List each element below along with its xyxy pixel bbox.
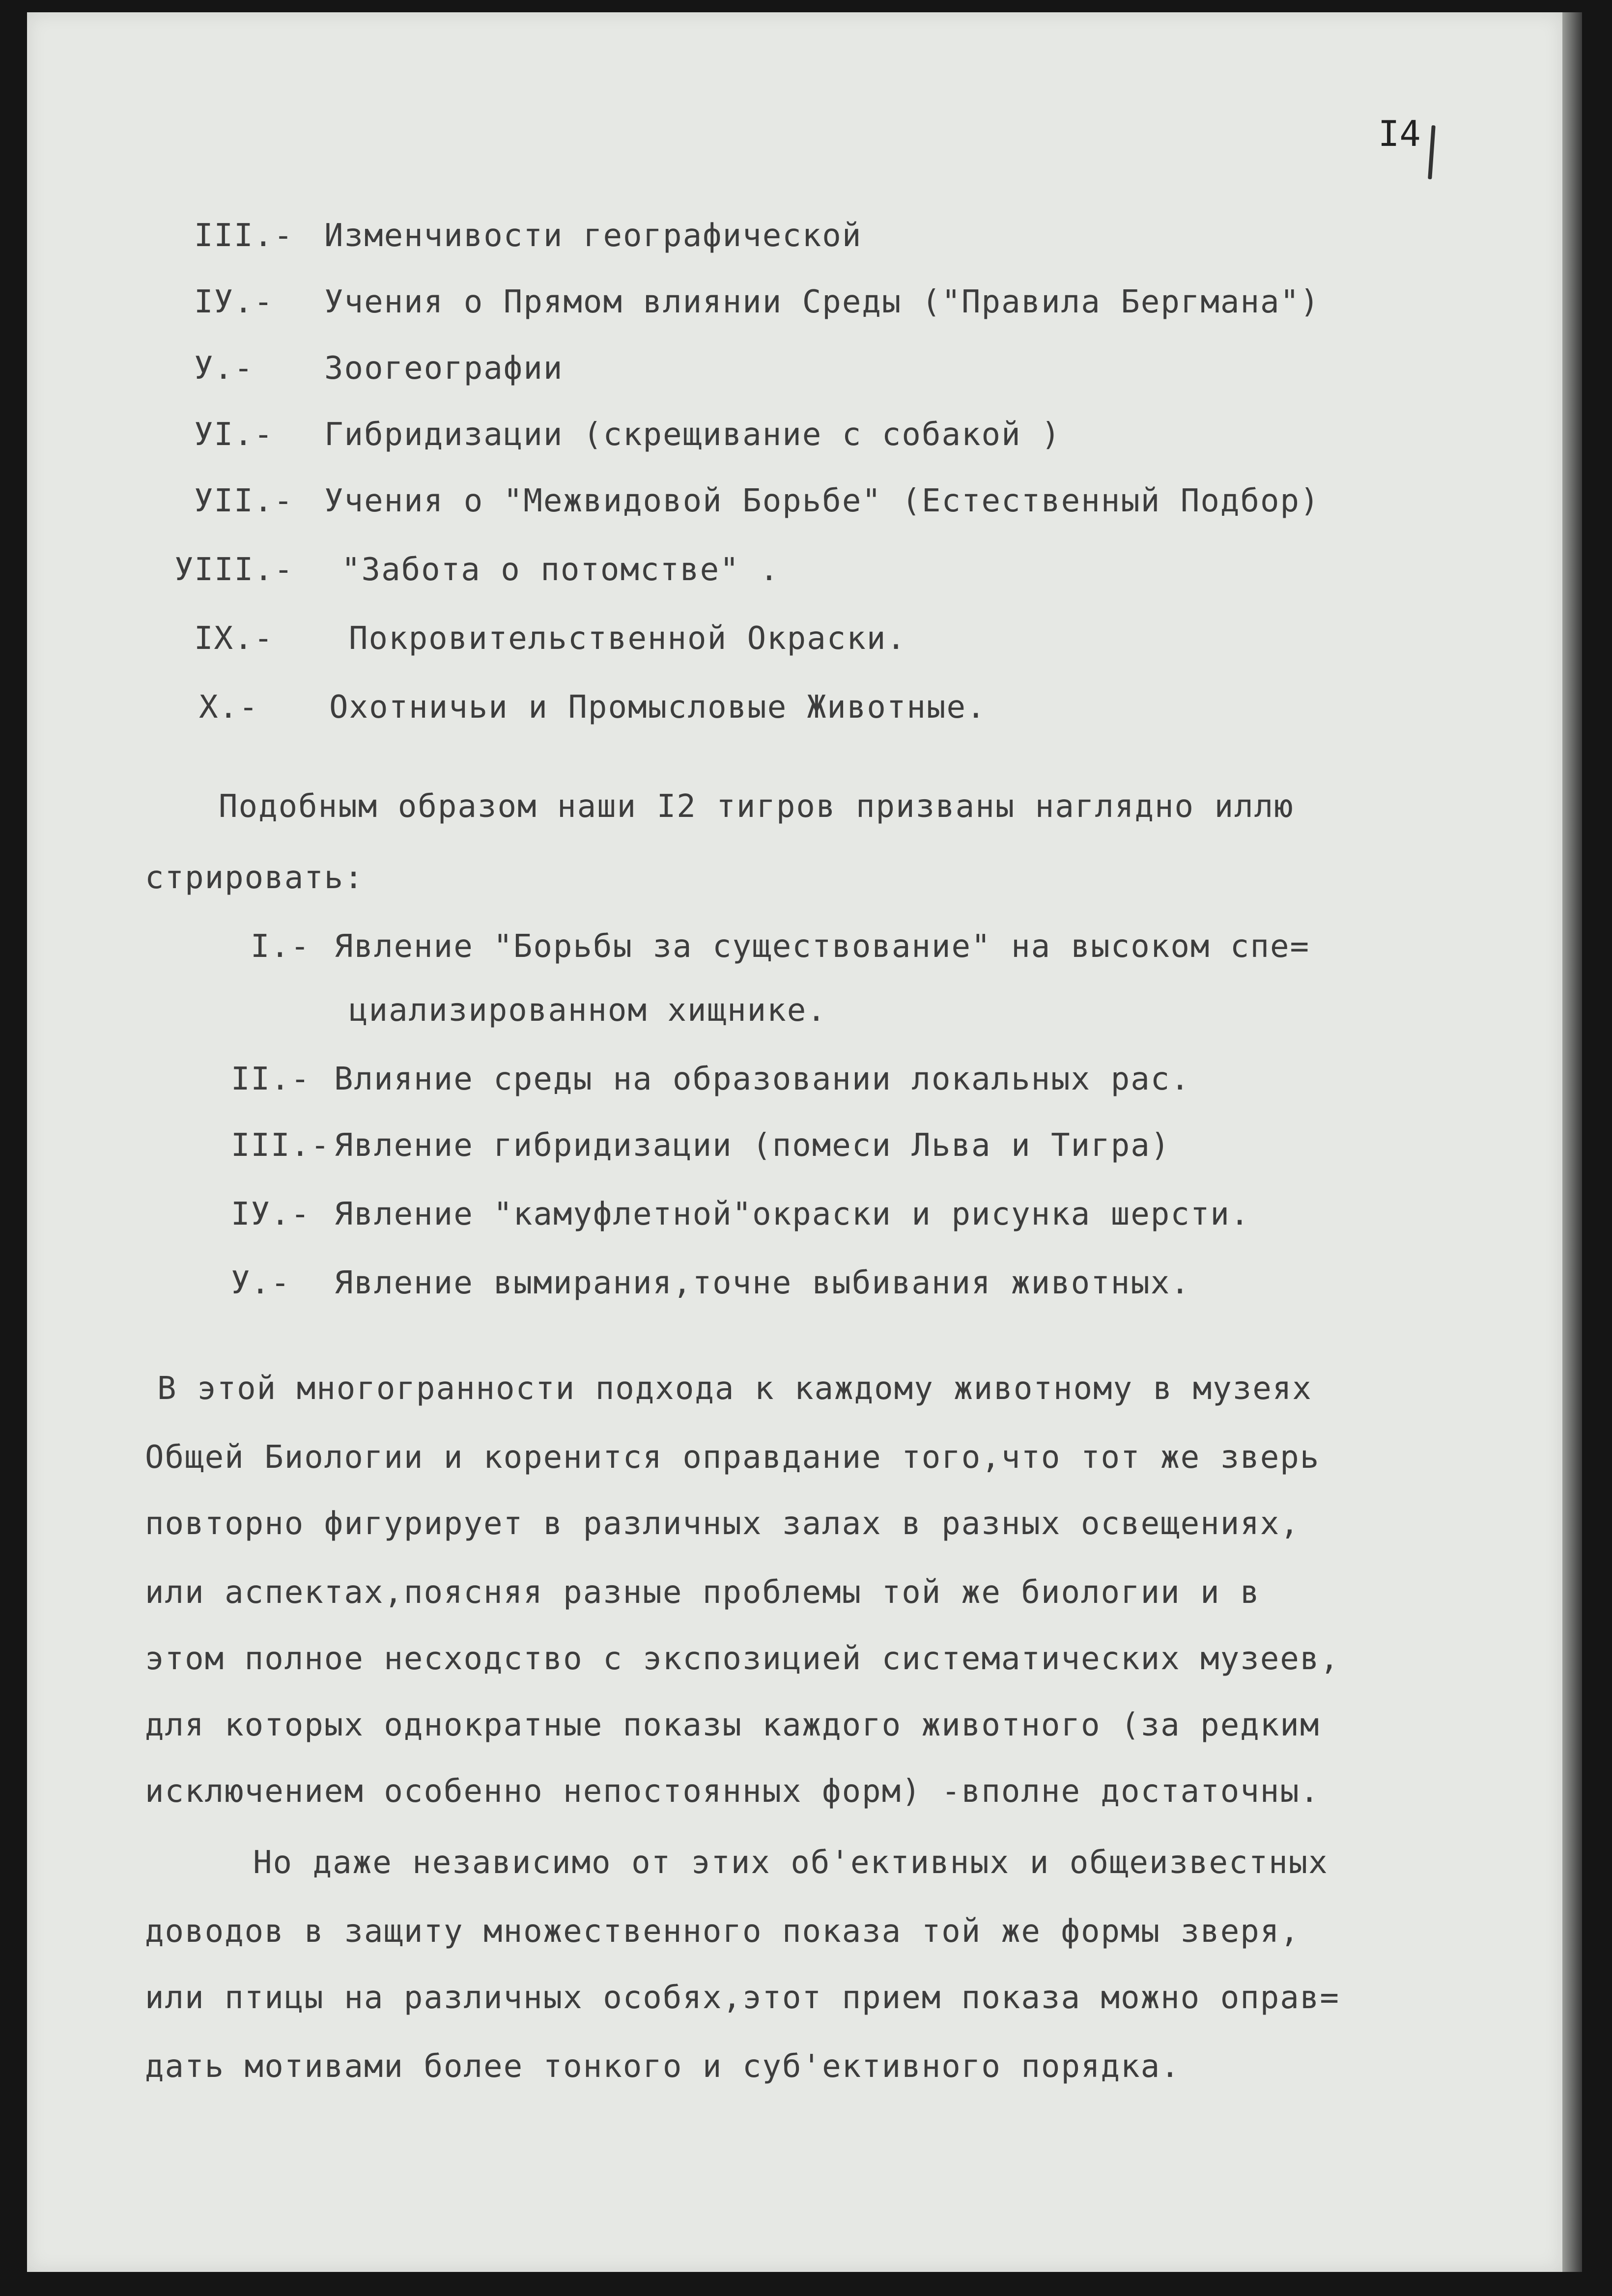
page-edge [1562, 12, 1582, 2272]
list2-text: Явление гибридизации (помеси Льва и Тигра) [334, 1127, 1171, 1164]
list1-num: IХ.- [194, 620, 274, 657]
intro-line: стрировать: [145, 860, 364, 896]
list2-text: Явление "Борьбы за существование" на высоком спе= [334, 928, 1310, 965]
paragraph-line: этом полное несходство с экспозицией систематических музеев, [145, 1641, 1340, 1677]
paragraph-line: Общей Биологии и коренится оправдание того,что тот же зверь [145, 1439, 1320, 1476]
list2-text-cont: циализированном хищнике. [349, 992, 827, 1029]
list1-text: Охотничьи и Промысловые Животные. [329, 689, 987, 726]
list1-num: IУ.- [194, 284, 274, 320]
list2-num: I.- [251, 928, 311, 965]
list2-num: II.- [231, 1061, 311, 1097]
paragraph-line: повторно фигурирует в различных залах в разных освещениях, [145, 1506, 1300, 1542]
paragraph-line: или аспектах,поясняя разные проблемы той же биологии и в [145, 1574, 1260, 1611]
list2-num: IУ.- [231, 1196, 311, 1232]
paragraph-line: В этой многогранности подхода к каждому животному в музеях [157, 1371, 1312, 1407]
list1-text: Изменчивости географической [324, 218, 862, 254]
list2-text: Явление "камуфлетной"окраски и рисунка шерсти. [334, 1196, 1250, 1232]
intro-line: Подобным образом наши I2 тигров призваны наглядно иллю [219, 788, 1294, 825]
list1-num: Х.- [199, 689, 259, 726]
list1-num: III.- [194, 218, 294, 254]
list1-text: Покровительственной Окраски. [349, 620, 906, 657]
list2-num: У.- [231, 1265, 291, 1301]
list1-text: Учения о Прямом влиянии Среды ("Правила Бергмана") [324, 284, 1320, 320]
list1-num: УI.- [194, 417, 274, 453]
list1-text: Гибридизации (скрещивание с собакой ) [324, 417, 1061, 453]
list1-num: УIII.- [174, 552, 294, 588]
list2-text: Явление вымирания,точне выбивания животных. [334, 1265, 1190, 1301]
list2-num: III.- [231, 1127, 331, 1164]
list1-text: Зоогеографии [324, 350, 564, 387]
list1-num: У.- [194, 350, 254, 387]
list1-num: УII.- [194, 483, 294, 519]
paragraph-line: для которых однократные показы каждого животного (за редким [145, 1707, 1320, 1743]
list1-text: "Забота о потомстве" . [341, 552, 780, 588]
paragraph-line: исключением особенно непостоянных форм) -вполне достаточны. [145, 1773, 1320, 1810]
list1-text: Учения о "Межвидовой Борьбе" (Естественный Подбор) [324, 483, 1320, 519]
page-number: I4 [1378, 113, 1421, 154]
paragraph-line: или птицы на различных особях,этот прием показа можно оправ= [145, 1980, 1340, 2016]
paragraph-line: доводов в защиту множественного показа той же формы зверя, [145, 1913, 1300, 1950]
paragraph-line: Но даже независимо от этих об'ективных и общеизвестных [253, 1845, 1329, 1881]
paragraph-line: дать мотивами более тонкого и суб'ективного порядка. [145, 2048, 1181, 2085]
list2-text: Влияние среды на образовании локальных рас. [334, 1061, 1190, 1097]
